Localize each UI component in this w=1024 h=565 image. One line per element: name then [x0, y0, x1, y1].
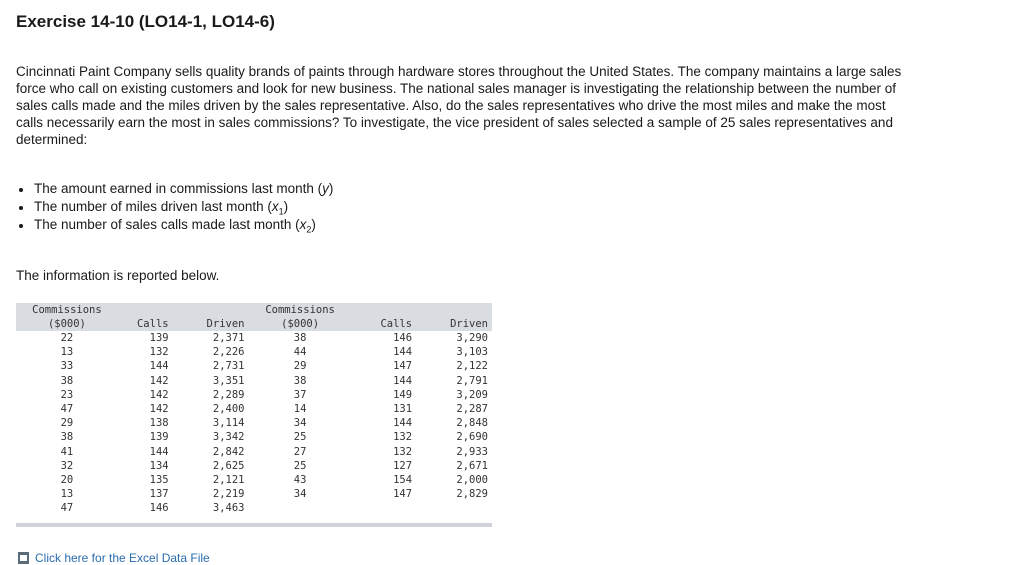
cell-commissions-right: 34	[293, 417, 307, 430]
cell-driven-right: 3,209	[456, 388, 488, 401]
cell-calls-right: 144	[393, 346, 413, 359]
cell-commissions-right: 25	[293, 459, 307, 472]
variable-close: )	[328, 181, 334, 196]
cell-calls-right: 147	[393, 360, 413, 373]
cell-commissions-left: 29	[60, 417, 74, 430]
table-row	[16, 402, 492, 416]
variable-symbol: x	[271, 199, 279, 214]
cell-driven-left: 2,289	[212, 388, 245, 401]
table-row	[16, 331, 492, 345]
cell-commissions-left: 23	[60, 388, 74, 401]
variable-close: )	[283, 199, 289, 214]
cell-driven-left: 2,625	[212, 459, 245, 472]
cell-calls-right: 144	[393, 417, 413, 430]
cell-commissions-right: 43	[293, 474, 307, 487]
cell-calls-left: 142	[149, 388, 169, 401]
table-row	[16, 345, 492, 359]
variable-text: The number of sales calls made last month (	[34, 217, 300, 232]
cell-driven-right	[418, 501, 492, 515]
variable-text: The number of miles driven last month (	[34, 199, 272, 214]
cell-driven-right: 2,000	[456, 474, 488, 487]
cell-calls-left: 134	[149, 459, 169, 472]
excel-data-link[interactable]	[18, 551, 210, 565]
cell-driven-left: 3,114	[212, 417, 245, 430]
header-driven-left: Driven	[175, 317, 245, 331]
cell-calls-left: 135	[149, 474, 169, 487]
cell-calls-right: 132	[393, 445, 413, 458]
table-row	[16, 388, 492, 402]
cell-commissions-left: 13	[60, 346, 74, 359]
cell-calls-right: 149	[393, 388, 413, 401]
cell-commissions-right: 14	[293, 403, 307, 416]
cell-commissions-right: 38	[293, 332, 307, 344]
variable-item-x2	[16, 216, 333, 234]
variable-subscript: 1	[278, 206, 284, 217]
cell-driven-left: 2,371	[212, 332, 245, 344]
table-row	[16, 359, 492, 373]
variable-symbol: x	[299, 217, 307, 232]
cell-calls-right: 146	[393, 332, 413, 344]
cell-driven-left: 2,226	[212, 346, 245, 359]
file-icon	[18, 552, 29, 564]
cell-commissions-left: 38	[60, 431, 74, 444]
variable-subscript: 2	[306, 224, 312, 235]
variable-list	[16, 180, 333, 234]
cell-driven-right: 2,671	[456, 459, 488, 472]
problem-description: Cincinnati Paint Company sells quality brands of paints through hardware stores throughout the United States. The company maintains a large sales force who call on existing customers and look for new business. The national sales manager is investigating the relationship between the number of sales calls made and the miles driven by the sales representative. Also, do the sales representatives who drive the most miles and make the most calls necessarily earn the most in sales commissions? To investigate, the vice president of sales selected a sample of 25 sales representatives and determined:	[16, 64, 902, 147]
table-row	[16, 374, 492, 388]
header-units-right: ($000)	[244, 317, 355, 331]
cell-commissions-right	[244, 501, 355, 515]
cell-commissions-right: 44	[293, 346, 307, 359]
cell-commissions-right: 25	[293, 431, 307, 444]
header-commissions-right: Commissions	[244, 303, 355, 317]
header-driven-right: Driven	[418, 317, 492, 331]
cell-calls-left: 142	[149, 403, 169, 416]
header-calls-left: Calls	[118, 317, 175, 331]
cell-commissions-left: 13	[60, 488, 74, 501]
variable-symbol: y	[322, 181, 329, 196]
cell-calls-right: 127	[393, 459, 413, 472]
cell-commissions-left: 47	[60, 403, 74, 416]
cell-commissions-right: 38	[293, 374, 307, 387]
cell-driven-left: 2,842	[212, 445, 245, 458]
cell-commissions-right: 34	[293, 488, 307, 501]
variable-close: )	[311, 217, 316, 232]
cell-calls-left: 137	[149, 488, 169, 501]
table-row	[16, 487, 492, 501]
cell-driven-right: 2,287	[456, 403, 488, 416]
cell-calls-right: 132	[393, 431, 413, 444]
cell-calls-left: 139	[149, 431, 169, 444]
cell-commissions-left: 32	[60, 459, 74, 472]
cell-driven-left: 3,342	[212, 431, 245, 444]
excel-link-text[interactable]: Click here for the Excel Data File	[35, 551, 210, 565]
cell-commissions-left: 38	[60, 374, 74, 387]
cell-commissions-left: 33	[60, 360, 74, 373]
cell-driven-left: 3,351	[212, 374, 245, 387]
table-row	[16, 501, 492, 515]
cell-calls-left: 144	[149, 360, 169, 373]
cell-calls-left: 132	[149, 346, 169, 359]
page-title: Exercise 14-10 (LO14-1, LO14-6)	[16, 12, 275, 31]
cell-driven-right: 2,791	[456, 374, 488, 387]
cell-calls-right: 144	[393, 374, 413, 387]
cell-commissions-left: 47	[60, 502, 74, 515]
cell-driven-right: 2,690	[456, 431, 488, 444]
cell-commissions-left: 41	[60, 445, 74, 458]
table-body	[16, 331, 492, 516]
cell-driven-right: 2,933	[456, 445, 488, 458]
cell-driven-left: 2,731	[212, 360, 245, 373]
cell-driven-left: 3,463	[212, 502, 245, 515]
header-units-left: ($000)	[16, 317, 118, 331]
variable-item-y	[16, 180, 333, 198]
table-row	[16, 445, 492, 459]
cell-driven-right: 2,122	[456, 360, 488, 373]
cell-driven-right: 2,829	[456, 488, 488, 501]
table-row	[16, 430, 492, 444]
variable-text: The amount earned in commissions last month (	[34, 181, 323, 196]
cell-calls-left: 138	[149, 417, 169, 430]
cell-calls-left: 139	[149, 332, 169, 344]
table-row	[16, 459, 492, 473]
cell-calls-left: 142	[149, 374, 169, 387]
cell-driven-left: 2,219	[212, 488, 245, 501]
table-bottom-border	[16, 523, 492, 527]
variable-item-x1	[16, 198, 333, 216]
cell-driven-right: 2,848	[456, 417, 488, 430]
cell-calls-right	[356, 501, 418, 515]
cell-calls-left: 144	[149, 445, 169, 458]
cell-commissions-left: 20	[60, 474, 74, 487]
cell-calls-right: 131	[393, 403, 413, 416]
cell-calls-left: 146	[149, 502, 169, 515]
cell-driven-left: 2,121	[212, 474, 245, 487]
cell-commissions-right: 27	[293, 445, 307, 458]
cell-commissions-right: 37	[293, 388, 307, 401]
cell-calls-right: 147	[393, 488, 413, 501]
cell-commissions-right: 29	[293, 360, 307, 373]
header-calls-right: Calls	[356, 317, 418, 331]
table-row	[16, 473, 492, 487]
cell-commissions-left: 22	[60, 332, 74, 344]
cell-calls-right: 154	[393, 474, 413, 487]
header-commissions-left: Commissions	[16, 303, 118, 317]
cell-driven-right: 3,103	[456, 346, 488, 359]
data-table	[16, 303, 492, 516]
cell-driven-right: 3,290	[456, 332, 488, 344]
table-row	[16, 416, 492, 430]
info-text: The information is reported below.	[16, 268, 220, 283]
cell-driven-left: 2,400	[212, 403, 245, 416]
